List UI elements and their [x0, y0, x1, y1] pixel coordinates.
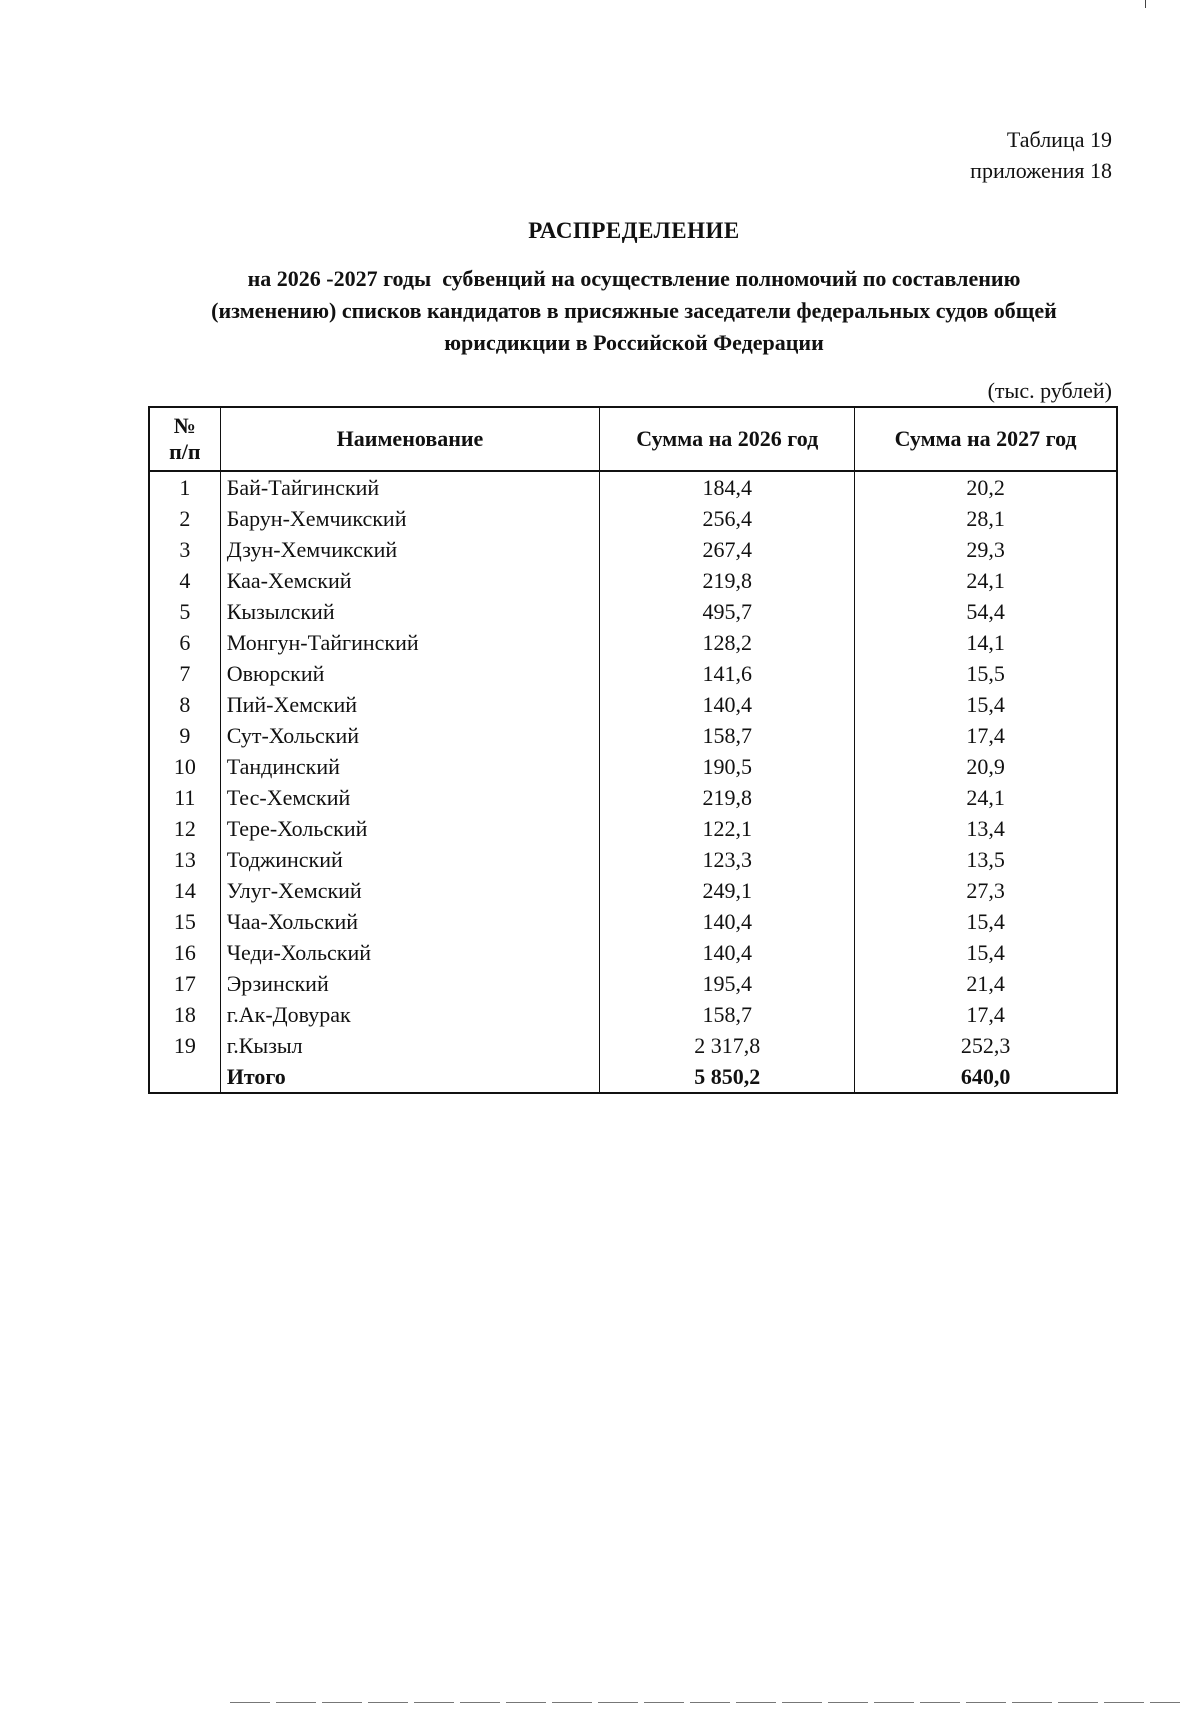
distribution-table — [148, 406, 1118, 1094]
table-row — [149, 999, 1117, 1030]
cell-sum-2027: 24,1 — [855, 565, 1117, 596]
cell-number: 8 — [149, 689, 220, 720]
cell-name: Пий-Хемский — [220, 689, 600, 720]
cell-number: 16 — [149, 937, 220, 968]
cell-name: Дзун-Хемчикский — [220, 534, 600, 565]
cell-sum-2026: 140,4 — [600, 937, 855, 968]
cell-name: г.Кызыл — [220, 1030, 600, 1061]
cell-sum-2026: 219,8 — [600, 782, 855, 813]
cell-sum-2027: 24,1 — [855, 782, 1117, 813]
cell-sum-2026: 495,7 — [600, 596, 855, 627]
cell-sum-2026: 249,1 — [600, 875, 855, 906]
cell-sum-2026: 140,4 — [600, 689, 855, 720]
cell-sum-2027: 20,9 — [855, 751, 1117, 782]
cell-sum-2026: 184,4 — [600, 471, 855, 503]
cell-sum-2026: 195,4 — [600, 968, 855, 999]
table-body — [149, 471, 1117, 1093]
cell-number: 4 — [149, 565, 220, 596]
cell-sum-2026: 140,4 — [600, 906, 855, 937]
cell-number: 6 — [149, 627, 220, 658]
cell-sum-2027: 17,4 — [855, 720, 1117, 751]
cell-number: 13 — [149, 844, 220, 875]
header-sum-2027: Сумма на 2027 год — [855, 407, 1117, 471]
header-row — [149, 407, 1117, 471]
cell-name: Чеди-Хольский — [220, 937, 600, 968]
cell-number: 17 — [149, 968, 220, 999]
header-number — [149, 407, 220, 471]
cell-sum-2027: 13,4 — [855, 813, 1117, 844]
document-title: РАСПРЕДЕЛЕНИЕ — [528, 218, 740, 243]
cell-number: 5 — [149, 596, 220, 627]
cell-number: 15 — [149, 906, 220, 937]
cell-sum-2026: 190,5 — [600, 751, 855, 782]
cell-name: Итого — [220, 1061, 600, 1093]
cell-name: Кызылский — [220, 596, 600, 627]
table-row — [149, 844, 1117, 875]
cell-sum-2026: 267,4 — [600, 534, 855, 565]
table-row — [149, 937, 1117, 968]
cell-sum-2027: 29,3 — [855, 534, 1117, 565]
table-header — [149, 407, 1117, 471]
cell-number: 10 — [149, 751, 220, 782]
cell-number: 11 — [149, 782, 220, 813]
table-row — [149, 503, 1117, 534]
table-row — [149, 658, 1117, 689]
table-row — [149, 627, 1117, 658]
cell-name: Каа-Хемский — [220, 565, 600, 596]
cell-sum-2026: 128,2 — [600, 627, 855, 658]
cell-name: Тес-Хемский — [220, 782, 600, 813]
cell-sum-2027: 28,1 — [855, 503, 1117, 534]
cell-sum-2026: 123,3 — [600, 844, 855, 875]
cell-sum-2027: 21,4 — [855, 968, 1117, 999]
cell-number — [149, 1061, 220, 1093]
cell-name: Сут-Хольский — [220, 720, 600, 751]
cell-name: Тоджинский — [220, 844, 600, 875]
header-name: Наименование — [220, 407, 600, 471]
cell-name: Барун-Хемчикский — [220, 503, 600, 534]
cell-sum-2026: 122,1 — [600, 813, 855, 844]
cell-number: 9 — [149, 720, 220, 751]
cell-sum-2027: 13,5 — [855, 844, 1117, 875]
cell-sum-2026: 219,8 — [600, 565, 855, 596]
cell-number: 19 — [149, 1030, 220, 1061]
cell-sum-2026: 2 317,8 — [600, 1030, 855, 1061]
cell-number: 1 — [149, 471, 220, 503]
cell-sum-2026: 5 850,2 — [600, 1061, 855, 1093]
table-number: Таблица 19 — [1006, 127, 1112, 152]
cell-name: Бай-Тайгинский — [220, 471, 600, 503]
cell-sum-2027: 17,4 — [855, 999, 1117, 1030]
cell-number: 18 — [149, 999, 220, 1030]
table-row — [149, 720, 1117, 751]
table-row — [149, 813, 1117, 844]
table-row — [149, 875, 1117, 906]
cell-number: 12 — [149, 813, 220, 844]
cell-name: Эрзинский — [220, 968, 600, 999]
cell-number: 2 — [149, 503, 220, 534]
subtitle-line-1: на 2026 -2027 годы субвенций на осуществление полномочий по составлению — [247, 266, 1021, 291]
header-number-symbol: № — [173, 413, 196, 438]
cell-name: Тере-Хольский — [220, 813, 600, 844]
cell-sum-2027: 14,1 — [855, 627, 1117, 658]
cell-name: Улуг-Хемский — [220, 875, 600, 906]
cell-sum-2027: 15,4 — [855, 689, 1117, 720]
subtitle-line-3: юрисдикции в Российской Федерации — [444, 330, 824, 355]
cell-sum-2027: 15,4 — [855, 937, 1117, 968]
cell-sum-2026: 256,4 — [600, 503, 855, 534]
cell-sum-2027: 15,4 — [855, 906, 1117, 937]
cell-number: 14 — [149, 875, 220, 906]
cell-name: г.Ак-Довурак — [220, 999, 600, 1030]
scan-edge-mark — [1145, 0, 1146, 8]
cell-sum-2027: 27,3 — [855, 875, 1117, 906]
table-reference — [970, 124, 1112, 186]
cell-sum-2027: 54,4 — [855, 596, 1117, 627]
scan-edge-line — [230, 1702, 1180, 1703]
header-sum-2026: Сумма на 2026 год — [600, 407, 855, 471]
cell-name: Тандинский — [220, 751, 600, 782]
table-row — [149, 782, 1117, 813]
cell-sum-2027: 252,3 — [855, 1030, 1117, 1061]
unit-label: (тыс. рублей) — [987, 378, 1112, 403]
cell-number: 7 — [149, 658, 220, 689]
cell-sum-2026: 158,7 — [600, 720, 855, 751]
table-row — [149, 689, 1117, 720]
cell-sum-2027: 15,5 — [855, 658, 1117, 689]
cell-name: Монгун-Тайгинский — [220, 627, 600, 658]
table-row — [149, 751, 1117, 782]
header-number-abbr: п/п — [169, 439, 201, 464]
table-row — [149, 565, 1117, 596]
table-row — [149, 906, 1117, 937]
cell-sum-2026: 141,6 — [600, 658, 855, 689]
table-row — [149, 534, 1117, 565]
cell-sum-2026: 158,7 — [600, 999, 855, 1030]
cell-sum-2027: 20,2 — [855, 471, 1117, 503]
cell-name: Чаа-Хольский — [220, 906, 600, 937]
subtitle-line-2: (изменению) списков кандидатов в присяжные заседатели федеральных судов общей — [211, 298, 1057, 323]
table-row — [149, 968, 1117, 999]
table-row — [149, 1030, 1117, 1061]
cell-number: 3 — [149, 534, 220, 565]
cell-name: Овюрский — [220, 658, 600, 689]
appendix-number: приложения 18 — [970, 158, 1112, 183]
document-subtitle — [150, 263, 1118, 359]
cell-sum-2027: 640,0 — [855, 1061, 1117, 1093]
total-row — [149, 1061, 1117, 1093]
table-row — [149, 596, 1117, 627]
table-row — [149, 471, 1117, 503]
